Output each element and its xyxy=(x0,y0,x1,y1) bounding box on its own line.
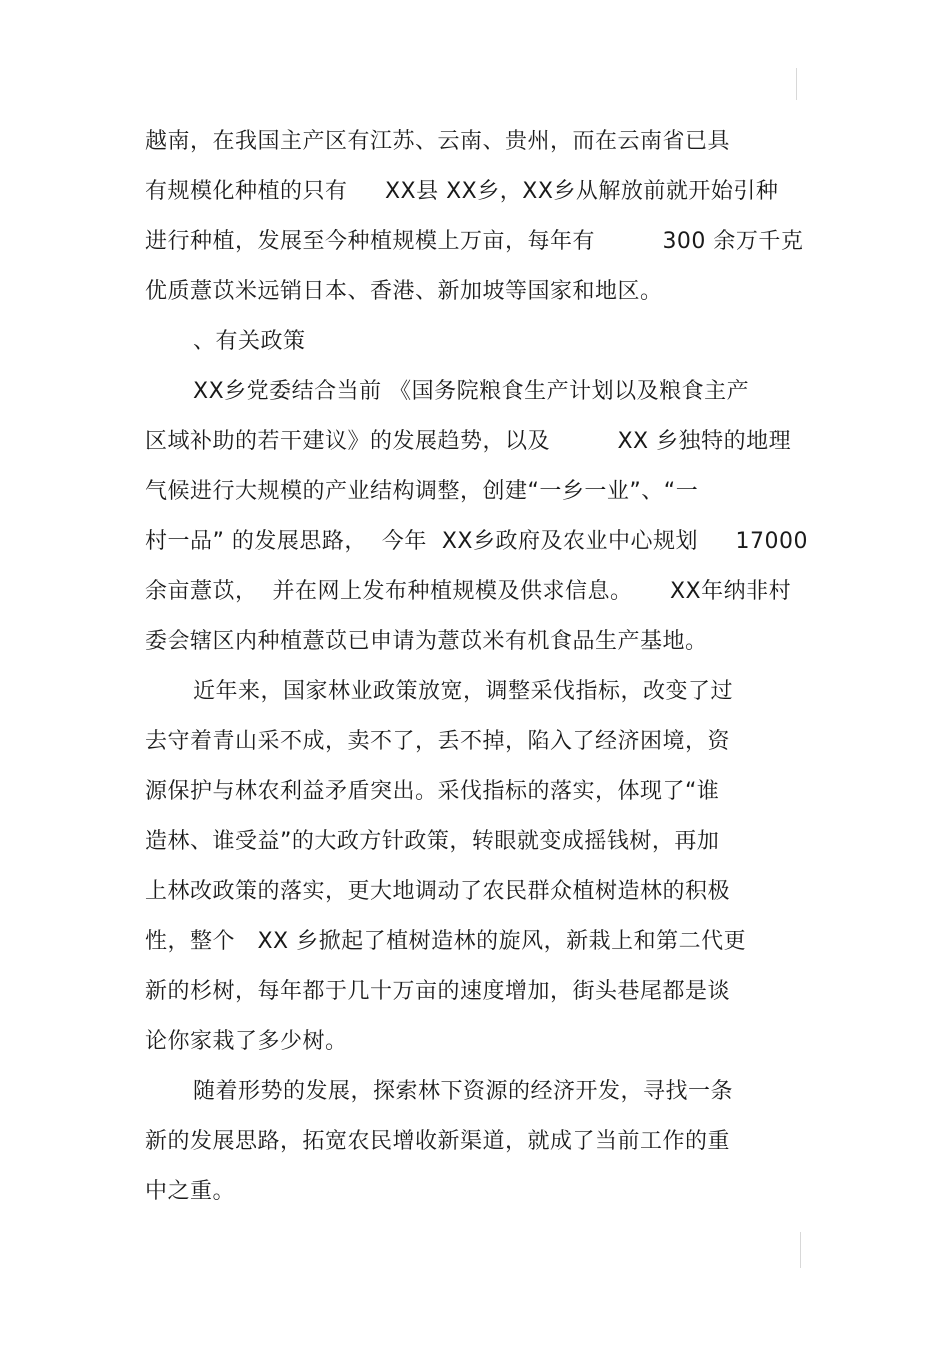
margin-mark-top xyxy=(796,68,797,100)
paragraph-line: 论你家栽了多少树。 xyxy=(145,1029,348,1054)
paragraph-line: 性，整个 XX 乡掀起了植树造林的旋风，新栽上和第二代更 xyxy=(145,929,747,954)
paragraph-line: 气候进行大规模的产业结构调整，创建“一乡一业”、“一 xyxy=(145,479,699,504)
paragraph-line: 造林、谁受益”的大政方针政策，转眼就变成摇钱树，再加 xyxy=(145,829,720,854)
paragraph-line: 随着形势的发展，探索林下资源的经济开发，寻找一条 xyxy=(193,1079,734,1104)
paragraph-line: 去守着青山采不成，卖不了，丢不掉，陷入了经济困境，资 xyxy=(145,729,731,754)
margin-mark-bottom xyxy=(800,1232,801,1268)
paragraph-line: 优质薏苡米远销日本、香港、新加坡等国家和地区。 xyxy=(145,279,663,304)
paragraph-line: 新的杉树，每年都于几十万亩的速度增加，街头巷尾都是谈 xyxy=(145,979,731,1004)
paragraph-line: 新的发展思路，拓宽农民增收新渠道，就成了当前工作的重 xyxy=(145,1129,731,1154)
paragraph-line: 近年来，国家林业政策放宽，调整采伐指标，改变了过 xyxy=(193,679,734,704)
paragraph-line: 中之重。 xyxy=(145,1179,236,1204)
paragraph-line: XX乡党委结合当前 《国务院粮食生产计划以及粮食主产 xyxy=(193,379,750,404)
paragraph-line: 有规模化种植的只有 XX县 XX乡，XX乡从解放前就开始引种 xyxy=(145,179,779,204)
paragraph-line: 进行种植，发展至今种植规模上万亩，每年有 300 余万千克 xyxy=(145,229,804,254)
paragraph-line: 上林改政策的落实，更大地调动了农民群众植树造林的积极 xyxy=(145,879,731,904)
paragraph-line: 村一品” 的发展思路， 今年 XX乡政府及农业中心规划 17000 xyxy=(145,529,808,554)
section-heading: 、有关政策 xyxy=(193,329,306,354)
paragraph-line: 源保护与林农利益矛盾突出。采伐指标的落实，体现了“谁 xyxy=(145,779,720,804)
paragraph-line: 区域补助的若干建议》的发展趋势，以及 XX 乡独特的地理 xyxy=(145,429,792,454)
paragraph-line: 余亩薏苡， 并在网上发布种植规模及供求信息。 XX年纳非村 xyxy=(145,579,792,604)
paragraph-line: 委会辖区内种植薏苡已申请为薏苡米有机食品生产基地。 xyxy=(145,629,708,654)
paragraph-line: 越南，在我国主产区有江苏、云南、贵州，而在云南省已具 xyxy=(145,129,731,154)
